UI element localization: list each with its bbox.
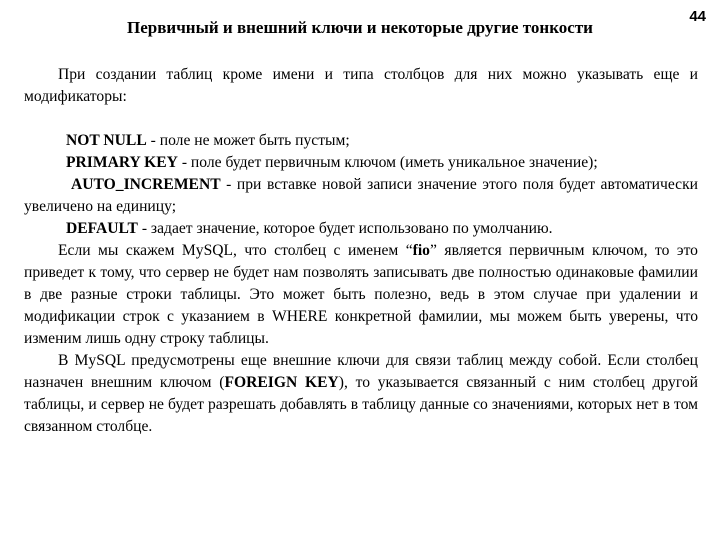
modifier-default: [24, 218, 698, 240]
paragraph-text: ), то указывается связанный с ним столбец другой таблицы, и сервер не будет разрешать добавлять в таблицу данные со значениями, которых нет в том связанном столбце.: [24, 374, 698, 435]
modifier-term: AUTO_INCREMENT: [71, 176, 221, 193]
page-number: 44: [689, 8, 706, 25]
modifier-not-null: [24, 130, 698, 152]
modifier-description: - поле не может быть пустым;: [146, 132, 350, 149]
page-title: Первичный и внешний ключи и некоторые другие тонкости: [127, 18, 593, 37]
modifier-auto-increment: [24, 174, 698, 218]
modifier-term: PRIMARY KEY: [66, 154, 178, 171]
paragraph-text: ” является первичным ключом, то это приведет к тому, что сервер не будет нам позволять записывать две полностью одинаковые фамилии в две разные строки таблицы. Это может быть полезно, ведь в этом случае при удалении и модификации строк с указанием в WHERE конкретной фамилии, мы можем быть уверены, что изменим лишь одну строку таблицы.: [24, 242, 698, 347]
modifier-description: - задает значение, которое будет использовано по умолчанию.: [137, 220, 553, 237]
paragraph-text: В MySQL предусмотрены еще внешние ключи для связи таблиц между собой. Если столбец назначен внешним ключом (: [24, 352, 698, 391]
document-body: [24, 64, 698, 438]
intro-paragraph: При создании таблиц кроме имени и типа столбцов для них можно указывать еще и модификаторы:: [24, 66, 698, 105]
paragraph-text: Если мы скажем MySQL, что столбец с именем “: [58, 242, 413, 259]
foreign-key-term: FOREIGN KEY: [224, 374, 339, 391]
modifier-term: DEFAULT: [66, 220, 138, 237]
foreign-key-paragraph: [24, 350, 698, 438]
column-name-term: fio: [412, 242, 430, 259]
modifier-primary-key: [24, 152, 698, 174]
modifier-description: - поле будет первичным ключом (иметь уникальное значение);: [177, 154, 598, 171]
modifier-description: - при вставке новой записи значение этого поля будет автоматически увеличено на единицу;: [24, 176, 698, 215]
spacer: [24, 108, 698, 130]
primary-key-paragraph: [24, 240, 698, 350]
modifier-term: NOT NULL: [66, 132, 147, 149]
